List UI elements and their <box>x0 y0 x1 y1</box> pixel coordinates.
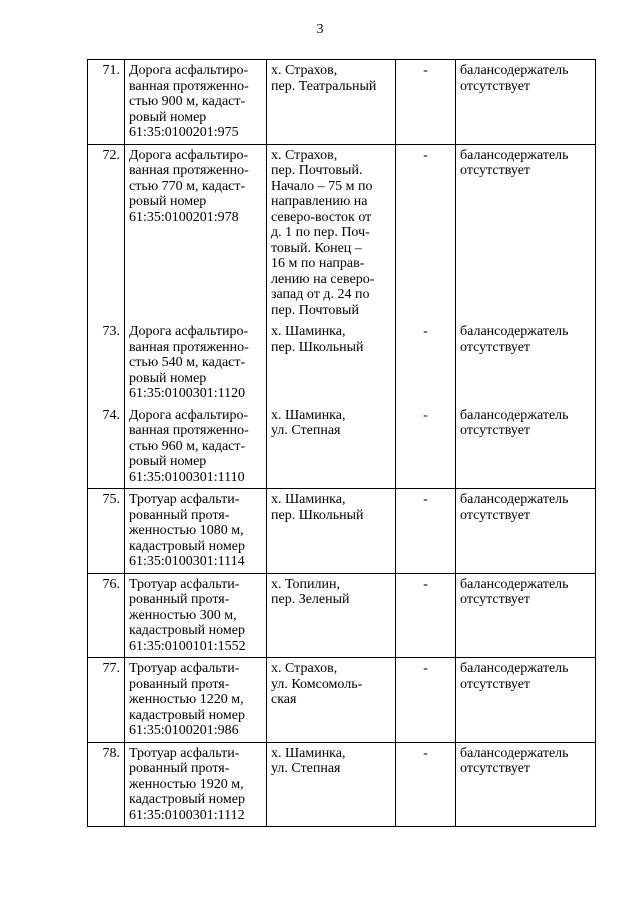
row-number: 74. <box>88 405 125 489</box>
table-row <box>88 742 596 827</box>
object-address <box>267 144 396 321</box>
empty-value: - <box>396 405 456 489</box>
object-address <box>267 321 396 405</box>
object-address-text: х. Шаминка, пер. Школьный <box>271 324 364 355</box>
balance-holder <box>456 658 596 743</box>
table-row <box>88 405 596 489</box>
balance-holder <box>456 405 596 489</box>
balance-holder-text: балансодержатель отсутствует <box>460 63 569 94</box>
row-number: 77. <box>88 658 125 743</box>
balance-holder-text: балансодержатель отсутствует <box>460 661 569 692</box>
balance-holder-text: балансодержатель отсутствует <box>460 492 569 523</box>
object-address-text: х. Топилин, пер. Зеленый <box>271 576 350 607</box>
object-address-text: х. Шаминка, ул. Степная <box>271 745 346 776</box>
balance-holder <box>456 742 596 827</box>
table-row <box>88 573 596 658</box>
object-description-text: Дорога асфальтиро- ванная протяженно- стью 770 м, кадаст- ровый номер 61:35:0100201:978 <box>129 147 249 225</box>
balance-holder <box>456 489 596 574</box>
empty-value: - <box>396 742 456 827</box>
object-description-text: Тротуар асфальти- рованный протя- женностью 1920 м, кадастровый номер 61:35:0100301:1112 <box>129 745 245 823</box>
object-address-text: х. Шаминка, ул. Степная <box>271 407 346 438</box>
page-number: 3 <box>316 22 324 37</box>
row-number: 72. <box>88 144 125 321</box>
table-row <box>88 144 596 321</box>
property-registry-table <box>87 59 596 827</box>
object-address-text: х. Страхов, пер. Театральный <box>271 63 377 94</box>
object-description-text: Тротуар асфальти- рованный протя- женностью 1080 м, кадастровый номер 61:35:0100301:1114 <box>129 492 245 569</box>
object-description-text: Тротуар асфальти- рованный протя- женностью 300 м, кадастровый номер 61:35:0100101:1552 <box>129 576 246 654</box>
object-description <box>125 573 267 658</box>
balance-holder <box>456 573 596 658</box>
object-address-text: х. Шаминка, пер. Школьный <box>271 492 364 523</box>
empty-value: - <box>396 658 456 743</box>
object-description <box>125 405 267 489</box>
table-row <box>88 658 596 743</box>
object-address <box>267 573 396 658</box>
object-description <box>125 742 267 827</box>
object-description-text: Дорога асфальтиро- ванная протяженно- стью 540 м, кадаст- ровый номер 61:35:0100301:1120 <box>129 324 249 401</box>
balance-holder-text: балансодержатель отсутствует <box>460 147 569 178</box>
object-address <box>267 489 396 574</box>
object-description <box>125 489 267 574</box>
object-address <box>267 742 396 827</box>
object-description <box>125 60 267 145</box>
object-description-text: Тротуар асфальти- рованный протя- женностью 1220 м, кадастровый номер 61:35:0100201:986 <box>129 661 245 738</box>
row-number: 73. <box>88 321 125 405</box>
table-row <box>88 60 596 145</box>
balance-holder <box>456 60 596 145</box>
empty-value: - <box>396 573 456 658</box>
object-description <box>125 321 267 405</box>
empty-value: - <box>396 489 456 574</box>
balance-holder-text: балансодержатель отсутствует <box>460 324 569 355</box>
balance-holder-text: балансодержатель отсутствует <box>460 576 569 607</box>
object-address-text: х. Страхов, пер. Почтовый. Начало – 75 м по направлению на северо-восток от д. 1 по пер. Поч- товый. Конец – 16 м по направ- лению на северо- запад от д. 24 по пер. Почтовый <box>271 147 375 318</box>
empty-value: - <box>396 321 456 405</box>
object-address <box>267 658 396 743</box>
object-description-text: Дорога асфальтиро- ванная протяженно- стью 900 м, кадаст- ровый номер 61:35:0100201:975 <box>129 63 249 140</box>
balance-holder <box>456 144 596 321</box>
table-row <box>88 321 596 405</box>
object-address <box>267 405 396 489</box>
row-number: 71. <box>88 60 125 145</box>
row-number: 75. <box>88 489 125 574</box>
object-address <box>267 60 396 145</box>
empty-value: - <box>396 60 456 145</box>
object-description <box>125 144 267 321</box>
row-number: 78. <box>88 742 125 827</box>
table-row <box>88 489 596 574</box>
balance-holder-text: балансодержатель отсутствует <box>460 745 569 776</box>
empty-value: - <box>396 144 456 321</box>
balance-holder <box>456 321 596 405</box>
row-number: 76. <box>88 573 125 658</box>
balance-holder-text: балансодержатель отсутствует <box>460 407 569 438</box>
object-description-text: Дорога асфальтиро- ванная протяженно- стью 960 м, кадаст- ровый номер 61:35:0100301:1110 <box>129 407 249 485</box>
object-description <box>125 658 267 743</box>
object-address-text: х. Страхов, ул. Комсомоль- ская <box>271 661 363 707</box>
